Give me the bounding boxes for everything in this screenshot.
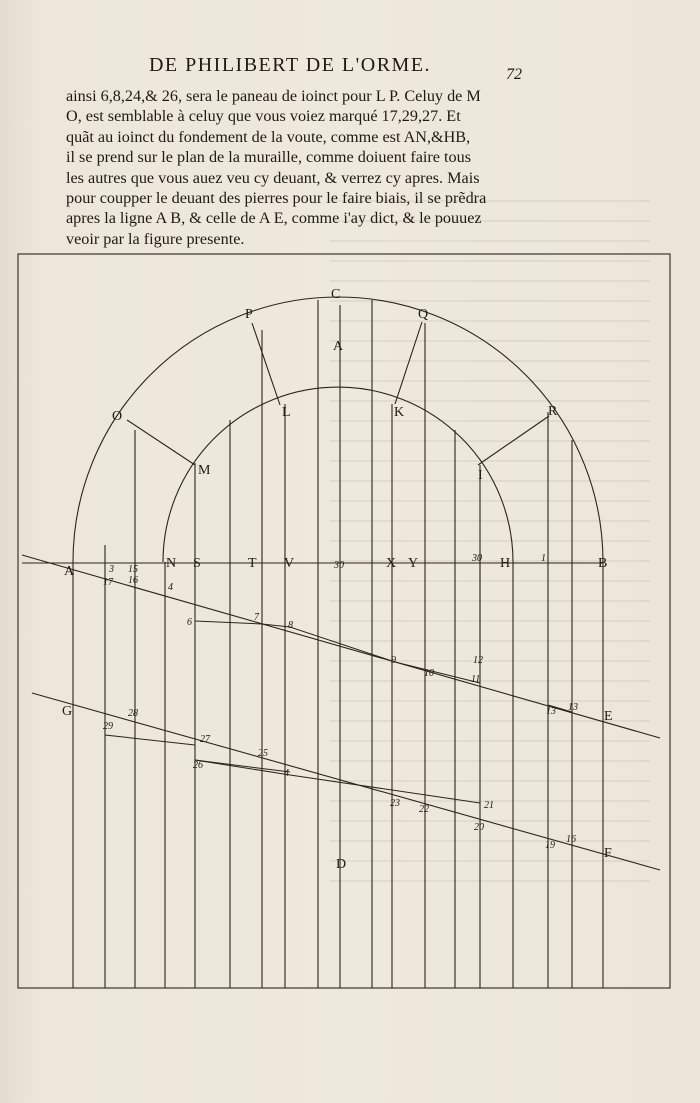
figure-letters [62,287,613,872]
label-A-top: A [333,339,344,354]
text-line-1: ainsi 6,8,24,& 26, sera le paneau de ioinct pour L P. Celuy de M [66,87,481,105]
label-M: M [198,463,211,478]
num-8: 8 [288,620,293,631]
outer-arc [73,297,603,562]
label-A: A [64,564,75,579]
inner-arc [163,387,513,562]
label-I: I [478,468,483,483]
num-10: 10 [424,668,434,679]
num-13b: 13 [568,702,578,713]
folio-number: 72 [506,66,522,83]
label-X: X [386,556,397,571]
num-17: 17 [103,577,113,588]
num-30a: 30 [334,560,344,571]
label-L: L [282,405,291,420]
num-30b: 30 [472,553,482,564]
num-26: 26 [193,760,203,771]
num-4b: 4 [284,768,289,779]
joint-R [478,416,549,465]
num-22: 22 [419,804,429,815]
vertical-lines [73,300,603,988]
num-29: 29 [103,721,113,732]
label-P: P [245,307,253,322]
label-G: G [62,704,73,719]
label-K: K [394,405,405,420]
num-3: 3 [109,564,114,575]
num-21: 21 [484,800,494,811]
num-11: 11 [471,674,481,685]
label-R: R [548,404,558,419]
text-line-6: pour coupper le deuant des pierres pour le faire biais, il se prẽdra [66,189,487,208]
label-C: C [331,287,341,302]
num-13a: 13 [546,706,556,717]
label-Q: Q [418,307,429,322]
num-9: 9 [391,655,396,666]
label-E: E [604,709,613,724]
label-N: N [166,556,177,571]
num-25: 25 [258,748,268,759]
label-Y: Y [408,556,419,571]
label-S: S [193,556,201,571]
num-19: 19 [545,840,555,851]
label-O: O [112,409,123,424]
num-15: 15 [128,564,138,575]
num-20: 20 [474,822,484,833]
label-B: B [598,556,608,571]
label-T: T [248,556,257,571]
joint-Q [395,322,422,404]
joint-P [252,323,280,405]
num-12: 12 [473,655,483,666]
num-28: 28 [128,708,138,719]
num-4a: 4 [168,582,173,593]
panel-outlines [105,580,572,845]
text-line-5: les autres que vous auez veu cy deuant, & verrez cy apres. Mais [66,168,480,187]
text-line-2: O, est semblable à celuy que vous voiez marqué 17,29,27. Et [66,107,461,126]
num-27: 27 [200,734,210,745]
label-D: D [336,857,347,872]
line-AE [22,555,660,738]
label-F: F [604,846,612,861]
label-V: V [284,556,295,571]
text-line-8: veoir par la figure presente. [66,229,245,248]
num-6: 6 [187,617,192,628]
text-line-3: quãt au ioinct du fondement de la voute, comme est AN,&HB, [66,127,471,146]
num-1: 1 [541,553,546,564]
text-line-4: il se prend sur le plan de la muraille, comme doiuent faire tous [66,148,472,167]
running-head: DE PHILIBERT DE L'ORME. [148,54,432,76]
num-16a: 16 [128,575,138,586]
num-16b: 16 [566,834,576,845]
joint-O [127,420,195,465]
num-7: 7 [254,612,259,623]
text-line-7: apres la ligne A B, & celle de A E, comme i'ay dict, & le pouuez [66,209,482,228]
label-H: H [500,556,511,571]
num-23: 23 [390,798,400,809]
